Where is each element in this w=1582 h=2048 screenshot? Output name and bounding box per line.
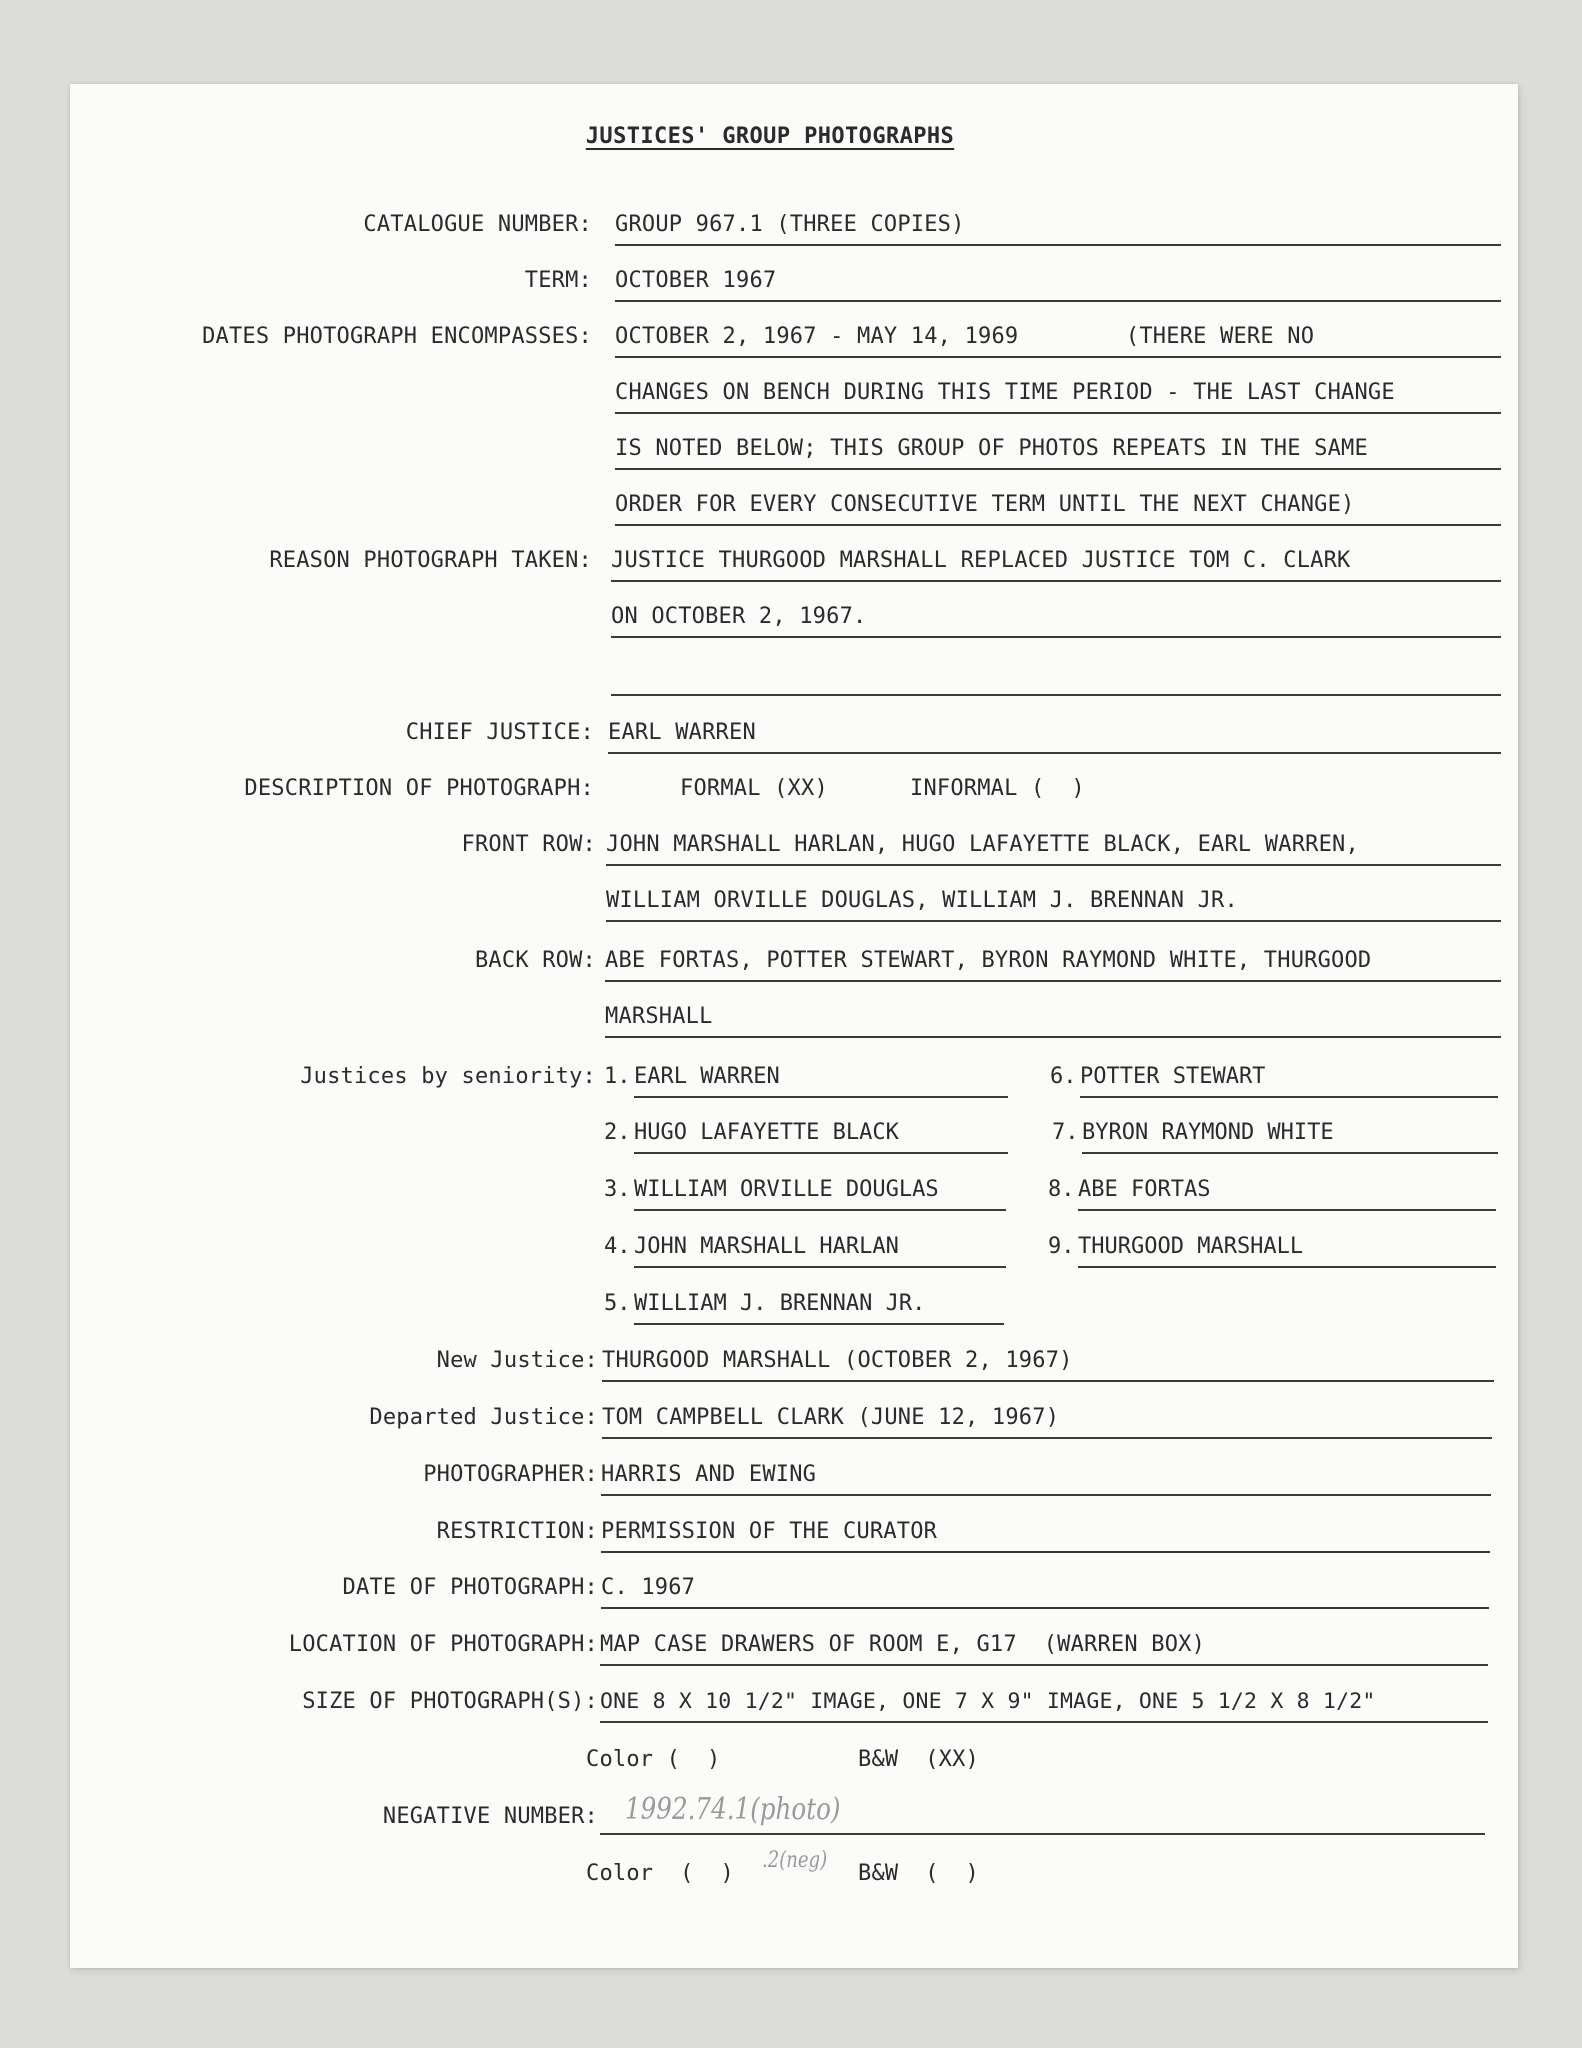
front-row-line-1: JOHN MARSHALL HARLAN, HUGO LAFAYETTE BLACK, EARL WARREN, — [606, 832, 1359, 857]
chief-label: CHIEF JUSTICE: — [405, 720, 594, 745]
term-line — [615, 300, 1501, 302]
seniority-name-7: BYRON RAYMOND WHITE — [1082, 1120, 1334, 1145]
photographer-label: PHOTOGRAPHER: — [423, 1462, 598, 1487]
seniority-num-6: 6. — [1050, 1064, 1077, 1089]
seniority-rule-9 — [1078, 1266, 1496, 1268]
size-line — [600, 1721, 1488, 1723]
description-label: DESCRIPTION OF PHOTOGRAPH: — [244, 776, 594, 801]
location-label-box — [70, 1624, 598, 1668]
reason-line-2: ON OCTOBER 2, 1967. — [611, 604, 867, 629]
seniority-num-2: 2. — [604, 1120, 631, 1145]
size-color-option: Color ( ) — [586, 1747, 721, 1772]
seniority-rule-3 — [634, 1209, 1006, 1211]
location-label: LOCATION OF PHOTOGRAPH: — [288, 1632, 598, 1657]
front-row-label-box — [70, 824, 596, 868]
seniority-num-4: 4. — [604, 1234, 631, 1259]
back-row-label-box — [70, 940, 596, 984]
formal-option: FORMAL (XX) — [680, 776, 828, 801]
catalogue-label-box — [70, 204, 592, 248]
negative-label: NEGATIVE NUMBER: — [382, 1804, 598, 1829]
photographer-label-box — [70, 1454, 598, 1498]
term-label-box — [70, 260, 592, 304]
chief-label-box — [70, 712, 594, 756]
term-label: TERM: — [524, 268, 592, 293]
seniority-num-5: 5. — [604, 1291, 631, 1316]
catalogue-line — [615, 244, 1501, 246]
chief-line — [608, 752, 1501, 754]
location-line — [600, 1664, 1488, 1666]
date-value: C. 1967 — [601, 1575, 696, 1600]
negative-handwritten-2: .2(neg) — [762, 1848, 828, 1873]
catalogue-value: GROUP 967.1 (THREE COPIES) — [615, 212, 965, 237]
negative-handwritten: 1992.74.1(photo) — [625, 1792, 841, 1827]
restriction-label-box — [70, 1511, 598, 1555]
reason-label: REASON PHOTOGRAPH TAKEN: — [269, 548, 592, 573]
seniority-num-1: 1. — [604, 1064, 631, 1089]
date-line — [601, 1607, 1489, 1609]
new-justice-value: THURGOOD MARSHALL (OCTOBER 2, 1967) — [602, 1348, 1073, 1373]
neg-bw-option: B&W ( ) — [858, 1861, 980, 1886]
dates-rule-1 — [615, 356, 1501, 358]
seniority-name-3: WILLIAM ORVILLE DOUGLAS — [634, 1177, 939, 1202]
reason-rule-1 — [611, 580, 1501, 582]
departed-label: Departed Justice: — [369, 1405, 598, 1430]
dates-rule-3 — [615, 468, 1501, 470]
size-bw-option: B&W (XX) — [858, 1747, 980, 1772]
seniority-rule-7 — [1082, 1152, 1498, 1154]
date-label: DATE OF PHOTOGRAPH: — [342, 1575, 598, 1600]
seniority-num-9: 9. — [1048, 1234, 1075, 1259]
size-label-box — [70, 1681, 598, 1725]
departed-value: TOM CAMPBELL CLARK (JUNE 12, 1967) — [602, 1405, 1060, 1430]
negative-line — [600, 1833, 1485, 1835]
seniority-num-3: 3. — [604, 1177, 631, 1202]
neg-color-option: Color ( ) — [586, 1861, 734, 1886]
seniority-name-6: POTTER STEWART — [1080, 1064, 1266, 1089]
seniority-label-box — [70, 1056, 596, 1100]
seniority-name-4: JOHN MARSHALL HARLAN — [634, 1234, 899, 1259]
dates-rule-2 — [615, 412, 1501, 414]
seniority-name-9: THURGOOD MARSHALL — [1078, 1234, 1304, 1259]
front-row-rule-1 — [606, 864, 1501, 866]
back-row-line-1: ABE FORTAS, POTTER STEWART, BYRON RAYMOND WHITE, THURGOOD — [605, 948, 1372, 973]
size-label: SIZE OF PHOTOGRAPH(S): — [302, 1689, 598, 1714]
reason-rule-2 — [611, 636, 1501, 638]
restriction-label: RESTRICTION: — [436, 1519, 598, 1544]
restriction-value: PERMISSION OF THE CURATOR — [601, 1519, 938, 1544]
dates-line-4: ORDER FOR EVERY CONSECUTIVE TERM UNTIL THE NEXT CHANGE) — [615, 492, 1355, 517]
back-row-rule-1 — [605, 980, 1501, 982]
back-row-label: BACK ROW: — [474, 948, 596, 973]
front-row-line-2: WILLIAM ORVILLE DOUGLAS, WILLIAM J. BRENNAN JR. — [606, 888, 1238, 913]
document-title: JUSTICES' GROUP PHOTOGRAPHS — [585, 124, 955, 149]
dates-line-1: OCTOBER 2, 1967 - MAY 14, 1969 (THERE WERE NO — [615, 324, 1315, 349]
seniority-rule-8 — [1078, 1209, 1496, 1211]
description-label-box — [70, 768, 594, 812]
photographer-line — [601, 1494, 1491, 1496]
dates-label-box — [70, 316, 592, 360]
chief-value: EARL WARREN — [608, 720, 756, 745]
document-page — [70, 84, 1518, 1968]
dates-label: DATES PHOTOGRAPH ENCOMPASSES: — [202, 324, 592, 349]
term-value: OCTOBER 1967 — [615, 268, 777, 293]
front-row-label: FRONT ROW: — [461, 832, 596, 857]
dates-rule-4 — [615, 524, 1501, 526]
departed-label-box — [70, 1397, 598, 1441]
reason-label-box — [70, 540, 592, 584]
location-value: MAP CASE DRAWERS OF ROOM E, G17 (WARREN BOX) — [600, 1632, 1206, 1657]
informal-option: INFORMAL ( ) — [910, 776, 1085, 801]
dates-line-2: CHANGES ON BENCH DURING THIS TIME PERIOD - THE LAST CHANGE — [615, 380, 1395, 405]
date-label-box — [70, 1567, 598, 1611]
reason-rule-3 — [611, 694, 1501, 696]
seniority-rule-5 — [634, 1323, 1004, 1325]
catalogue-label: CATALOGUE NUMBER: — [363, 212, 592, 237]
departed-line — [602, 1437, 1492, 1439]
size-value: ONE 8 X 10 1/2" IMAGE, ONE 7 X 9" IMAGE, ONE 5 1/2 X 8 1/2" — [600, 1689, 1376, 1714]
dates-line-3: IS NOTED BELOW; THIS GROUP OF PHOTOS REPEATS IN THE SAME — [615, 436, 1368, 461]
photographer-value: HARRIS AND EWING — [601, 1462, 817, 1487]
seniority-name-8: ABE FORTAS — [1078, 1177, 1211, 1202]
new-justice-label-box — [70, 1340, 598, 1384]
back-row-line-2: MARSHALL — [605, 1004, 713, 1029]
seniority-num-8: 8. — [1048, 1177, 1075, 1202]
reason-line-1: JUSTICE THURGOOD MARSHALL REPLACED JUSTICE TOM C. CLARK — [611, 548, 1351, 573]
seniority-name-1: EARL WARREN — [634, 1064, 780, 1089]
seniority-label: Justices by seniority: — [300, 1064, 596, 1089]
seniority-rule-4 — [634, 1266, 1006, 1268]
front-row-rule-2 — [606, 920, 1501, 922]
back-row-rule-2 — [605, 1036, 1501, 1038]
new-justice-label: New Justice: — [436, 1348, 598, 1373]
new-justice-line — [602, 1380, 1494, 1382]
negative-label-box — [70, 1796, 598, 1840]
seniority-num-7: 7. — [1052, 1120, 1079, 1145]
seniority-name-5: WILLIAM J. BRENNAN JR. — [634, 1291, 926, 1316]
seniority-rule-6 — [1080, 1096, 1498, 1098]
seniority-name-2: HUGO LAFAYETTE BLACK — [634, 1120, 899, 1145]
seniority-rule-1 — [634, 1096, 1008, 1098]
restriction-line — [601, 1551, 1490, 1553]
seniority-rule-2 — [634, 1152, 1008, 1154]
